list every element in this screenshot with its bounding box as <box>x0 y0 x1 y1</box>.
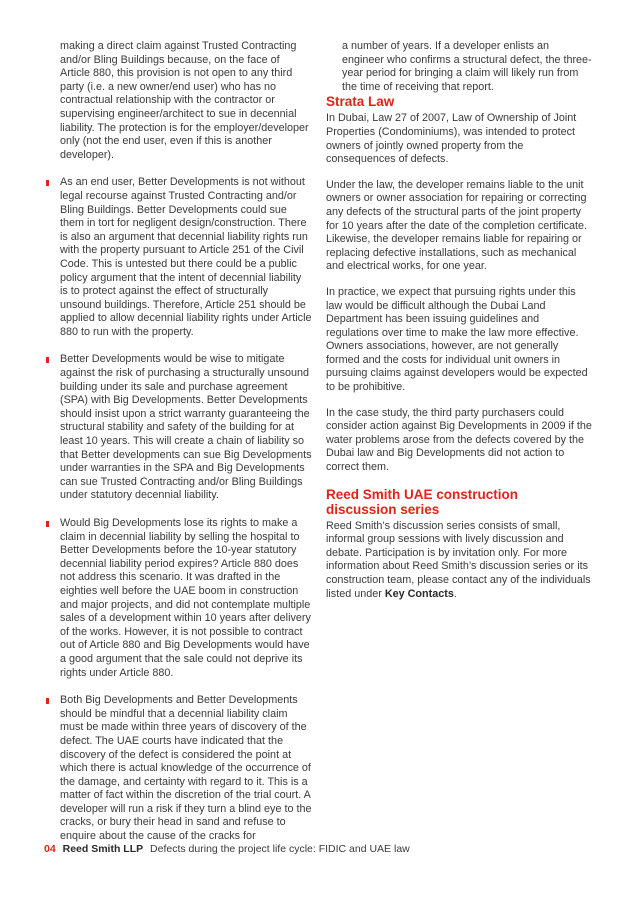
bullet-icon <box>46 521 49 527</box>
strata-paragraph: In Dubai, Law 27 of 2007, Law of Ownership of Joint Properties (Condominiums), was intended to protect owners of jointly owned property from the consequences of defects. <box>326 112 577 166</box>
list-item-text: Both Big Developments and Better Developments should be mindful that a decennial liability claim must be made within three years of discovery of the defect. The UAE courts have indicated that the discovery of the defect is considered the point at which there is actual knowledge of the occurrence of the damage, and certainty with regard to it. This is a matter of fact within the discretion of the trial court. A developer will run a risk if they turn a blind eye to the cracks, or bury their head in sand and refuse to enquire about the cause of the cracks for <box>60 694 312 843</box>
discussion-series-end: . <box>453 587 457 600</box>
right-column <box>326 40 592 613</box>
list-item <box>44 176 312 339</box>
strata-paragraph: In the case study, the third party purchasers could consider action against Big Developments in 2009 if the water problems arose from the defects covered by the Dubai law and Big Developments did not action to correct them. <box>326 406 592 474</box>
list-item-text: Better Developments would be wise to mitigate against the risk of purchasing a structurally unsound building under its sale and purchase agreement (SPA) with Big Developments. Better Developments should insist upon a strict warranty guaranteeing the structural stability and safety of the building for at least 10 years. This will create a chain of liability so that Better developments can sue Big Developments under warranties in the SPA and Big Developments can sue Trusted Contracting and/or Bling Buildings under statutory decennial liability. <box>60 353 312 502</box>
strata-paragraph: In practice, we expect that pursuing rights under this law would be difficult although the Dubai Land Department has been issuing guidelines and regulations over time to make the law more effective. Owners associations, however, are not generally formed and the costs for individual unit owners in pursuing claims against developers would be expected to be prohibitive. <box>326 285 588 394</box>
list-item <box>44 694 312 844</box>
page-footer <box>44 843 410 855</box>
list-item <box>44 353 312 503</box>
discussion-series-paragraph <box>326 520 592 602</box>
list-item <box>44 517 312 680</box>
bullet-icon <box>46 180 49 186</box>
left-column <box>44 40 312 844</box>
bullet-list <box>44 176 312 843</box>
continuation-paragraph: a number of years. If a developer enlists an engineer who confirms a structural defect, the three-year period for bringing a claim will likely run from the time of receiving that report. <box>342 40 592 93</box>
list-item-text: As an end user, Better Developments is not without legal recourse against Trusted Contracting and/or Bling Buildings. Better Developments could sue them in tort for negligent design/construction. There is also an argument that decennial liability rights run with the property pursuant to Article 251 of the Civil Code. This is untested but there could be a public policy argument that the intent of decennial liability is to protect against the effect of structurally unsound buildings. Therefore, Article 251 should be applied to allow decennial liability rights under Article 880 to run with the property. <box>60 176 312 338</box>
bullet-icon <box>46 357 49 363</box>
discussion-series-heading: Reed Smith UAE construction discussion series <box>326 486 519 517</box>
list-item-text: Would Big Developments lose its rights to make a claim in decennial liability by selling the hospital to Better Developments before the 10-year statutory decennial liability period expires? Article 880 does not address this scenario. It was drafted in the eighties well before the UAE boom in construction and major projects, and did not contemplate multiple sales of a development within 10 years after delivery of the works. However, it is not possible to contract out of Article 880 and Big Developments would have a good argument that the sale could not deprive its rights under Article 880. <box>60 517 311 679</box>
discussion-series-text: Reed Smith’s discussion series consists of small, informal group sessions with lively discussion and debate. Participation is by invitation only. For more information about Reed Smith’s discussion series or its construction team, please contact any of the individuals listed under <box>326 519 591 600</box>
page-number: 04 <box>44 843 56 855</box>
firm-name: Reed Smith LLP <box>62 843 144 855</box>
key-contacts-ref: Key Contacts <box>384 587 454 600</box>
strata-law-heading: Strata Law <box>326 94 395 110</box>
intro-paragraph: making a direct claim against Trusted Contracting and/or Bling Buildings because, on the face of Article 880, this provision is not open to any third party (i.e. a new owner/end user) who has no contractual relationship with the contractor or supervising engineer/architect to sue in decennial liability. The protection is for the employer/developer only (not the end user, even if this is another developer). <box>60 40 309 161</box>
bullet-icon <box>46 698 49 704</box>
strata-paragraph: Under the law, the developer remains liable to the unit owners or owner association for repairing or correcting any defects of the structural parts of the joint property for 10 years after the date of the completion certificate. Likewise, the developer remains liable for repairing or replacing defective installations, such as mechanical and electrical works, for one year. <box>326 178 588 273</box>
document-title: Defects during the project life cycle: FIDIC and UAE law <box>150 843 410 855</box>
